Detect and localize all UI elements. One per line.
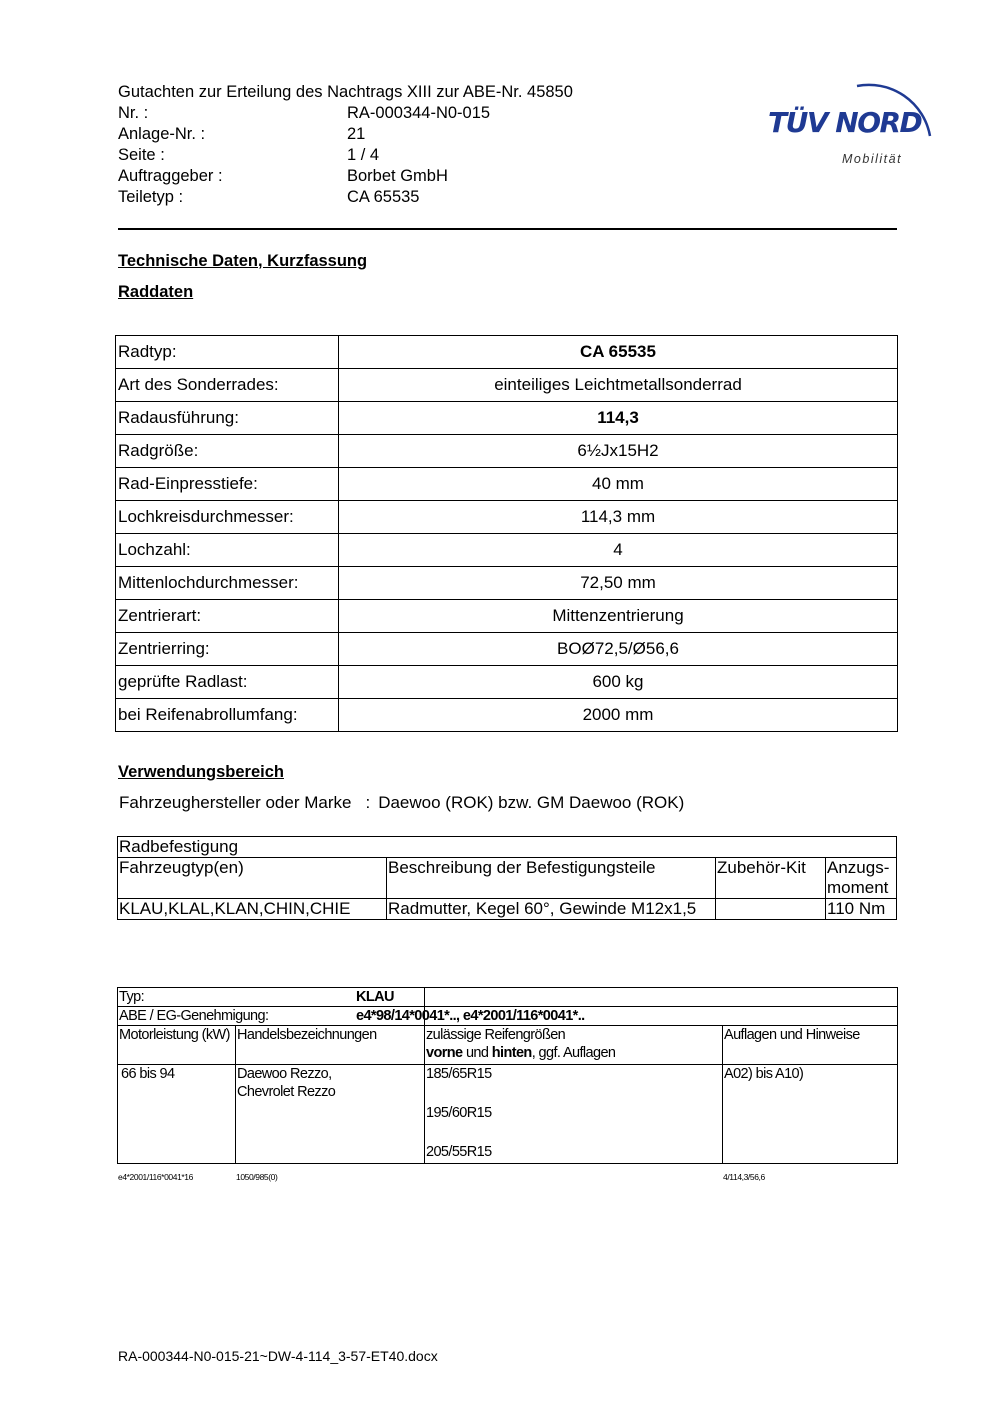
row-label: Zentrierart: [116, 600, 339, 633]
row-label: Radgröße: [116, 435, 339, 468]
row-value: BOØ72,5/Ø56,6 [339, 633, 898, 666]
header-row-nr: Nr. : RA-000344-N0-015 [118, 104, 491, 122]
section-raddaten: Raddaten [118, 283, 194, 301]
table-row [116, 402, 898, 435]
row-value: einteiliges Leichtmetallsonderrad [339, 369, 898, 402]
table-row [118, 1065, 898, 1164]
usage-value: Daewoo (ROK) bzw. GM Daewoo (ROK) [378, 793, 685, 812]
logo-subtitle: Mobilität [842, 152, 903, 166]
table-cell [716, 899, 826, 920]
footnote-mid: 1050/985(0) [236, 1172, 278, 1182]
row-label: Rad-Einpresstiefe: [116, 468, 339, 501]
radbefestigung-table [117, 836, 897, 920]
table-row [116, 369, 898, 402]
row-value: Mittenzentrierung [339, 600, 898, 633]
table-row [116, 468, 898, 501]
column-header: zulässige Reifengrößen vorne und hinten, ggf. Auflagen [425, 1026, 723, 1065]
raddaten-table [115, 335, 898, 732]
table-header-row [118, 858, 897, 899]
document-title: Gutachten zur Erteilung des Nachtrags XIII zur ABE-Nr. 45850 [118, 83, 573, 101]
abe-value: e4*98/14*0041*.., e4*2001/116*0041*.. [425, 1007, 898, 1026]
table-row [116, 666, 898, 699]
table-row [116, 336, 898, 369]
typ-value: KLAU [425, 988, 898, 1007]
row-label: Radtyp: [116, 336, 339, 369]
radbefestigung-title: Radbefestigung [118, 837, 897, 858]
tyre-size: 185/65R15 [426, 1066, 492, 1082]
row-label: Art des Sonderrades: [116, 369, 339, 402]
row-value: 6½Jx15H2 [339, 435, 898, 468]
table-row [118, 1007, 898, 1026]
table-row [118, 899, 897, 920]
footnote-right: 4/114,3/56,6 [723, 1172, 765, 1182]
tuv-nord-logo [762, 58, 942, 170]
table-header-row [118, 1026, 898, 1065]
row-value: 114,3 [339, 402, 898, 435]
usage-label: Fahrzeughersteller oder Marke [119, 793, 352, 812]
document-header [118, 82, 573, 208]
footnote-left: e4*2001/116*0041*16 [118, 1172, 193, 1182]
table-cell: 110 Nm [826, 899, 897, 920]
row-value: 114,3 mm [339, 501, 898, 534]
table-row [116, 501, 898, 534]
row-value: CA 65535 [339, 336, 898, 369]
row-value: 72,50 mm [339, 567, 898, 600]
table-row [118, 837, 897, 858]
typ-table [117, 987, 898, 1164]
typ-label: Typ: [118, 988, 425, 1007]
row-label: bei Reifenabrollumfang: [116, 699, 339, 732]
table-row [116, 600, 898, 633]
section-verwendungsbereich: Verwendungsbereich [118, 763, 284, 781]
column-header: Handelsbezeichnungen [236, 1026, 425, 1065]
column-header: Fahrzeugtyp(en) [118, 858, 387, 899]
table-row [116, 633, 898, 666]
usage-line [119, 793, 684, 813]
tyre-cell [425, 1065, 723, 1164]
row-label: Mittenlochdurchmesser: [116, 567, 339, 600]
table-row [116, 435, 898, 468]
logo-wordmark: TÜV NORD [768, 106, 922, 139]
column-header: Zubehör-Kit [716, 858, 826, 899]
header-divider [118, 228, 897, 230]
auflagen-cell: A02) bis A10) [723, 1065, 898, 1164]
row-value: 2000 mm [339, 699, 898, 732]
motor-cell: 66 bis 94 [118, 1065, 236, 1164]
row-label: Zentrierring: [116, 633, 339, 666]
table-row [116, 534, 898, 567]
page-footer: RA-000344-N0-015-21~DW-4-114_3-57-ET40.docx [118, 1348, 438, 1364]
header-row-auftraggeber: Auftraggeber : Borbet GmbH [118, 167, 448, 185]
tyre-size: 205/55R15 [426, 1144, 492, 1160]
row-label: Lochkreisdurchmesser: [116, 501, 339, 534]
usage-separator: : [365, 793, 371, 812]
table-row [116, 567, 898, 600]
handel-cell: Daewoo Rezzo, Chevrolet Rezzo [236, 1065, 425, 1164]
row-value: 4 [339, 534, 898, 567]
abe-label: ABE / EG-Genehmigung: [118, 1007, 425, 1026]
column-header: Motorleistung (kW) [118, 1026, 236, 1065]
header-row-teiletyp: Teiletyp : CA 65535 [118, 188, 420, 206]
row-label: Radausführung: [116, 402, 339, 435]
header-row-seite: Seite : 1 / 4 [118, 146, 380, 164]
column-header: Beschreibung der Befestigungsteile [387, 858, 716, 899]
table-cell: KLAU,KLAL,KLAN,CHIN,CHIE [118, 899, 387, 920]
table-cell: Radmutter, Kegel 60°, Gewinde M12x1,5 [387, 899, 716, 920]
table-row [118, 988, 898, 1007]
row-label: Lochzahl: [116, 534, 339, 567]
row-value: 40 mm [339, 468, 898, 501]
header-row-anlage: Anlage-Nr. : 21 [118, 125, 366, 143]
table-row [116, 699, 898, 732]
row-value: 600 kg [339, 666, 898, 699]
tyre-size: 195/60R15 [426, 1105, 492, 1121]
column-header: Auflagen und Hinweise [723, 1026, 898, 1065]
column-header: Anzugs-moment [826, 858, 897, 899]
section-technische-daten: Technische Daten, Kurzfassung [118, 252, 368, 270]
row-label: geprüfte Radlast: [116, 666, 339, 699]
